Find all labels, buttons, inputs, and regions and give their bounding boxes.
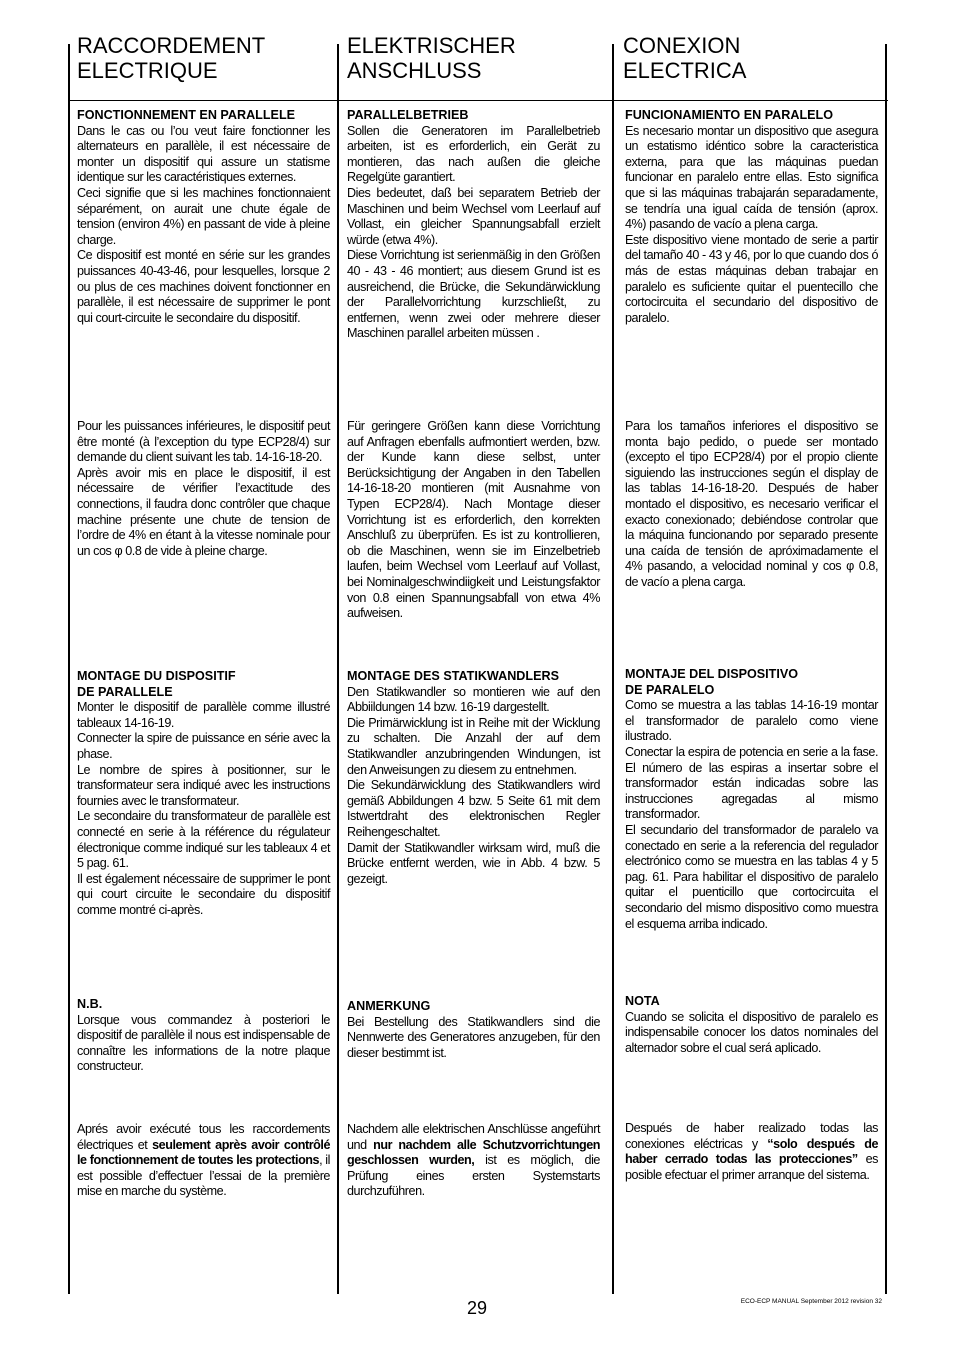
section-first-start <box>625 1121 878 1183</box>
paragraph: Connecter la spire de puissance en série avec la phase. <box>77 731 330 761</box>
paragraph: Bei Bestellung des Statikwandlers sind die Nennwerte des Generatores anzugeben, für den dieser bestimmt ist. <box>347 1014 600 1060</box>
paragraph: El secundario del transformador de paralelo va conectado en serie a la referencia del regulador electrónico como se muestra en las tablas 4 y 5 pag. 61. Para habilitar el dispositivo de paralelo quitar el puenticillo que cortocircuita el secondario del mismo dispositivo como muestra el esquema arriba indicado. <box>625 822 878 931</box>
paragraph: Conectar la espira de potencia en serie a la fase. El número de las espiras a insertar sobre el transformador están indicadas sobre las instrucciones agregadas al mismo transformador. <box>625 744 878 822</box>
header-es: CONEXION ELECTRICA <box>623 33 747 83</box>
section-title: MONTAGE DES STATIKWANDLERS <box>347 669 559 683</box>
paragraph: Die Sekundärwicklung des Statikwandlers wird gemäß Abbildungen 4 bzw. 5 Seite 61 mit dem Istwertdraht des elektronischen Regler Reihengeschaltet. <box>347 778 600 839</box>
section-title: NOTA <box>625 994 660 1008</box>
paragraph: Diese Vorrichtung ist serienmäßig in den Größen 40 - 43 - 46 montiert; aus diesem Grund ist es ausreichend, die Brücke, die Sekundärwicklung der Parallelvorrichtung kurzschließt, zu entfernen, wenn zwei oder mehrere dieser Maschinen parallel arbeiten müssen . <box>347 248 600 341</box>
header-rule <box>68 100 888 101</box>
section-lower-powers <box>625 419 878 591</box>
header-fr: RACCORDEMENT ELECTRIQUE <box>77 33 266 83</box>
section-title: FONCTIONNEMENT EN PARALLELE <box>77 108 296 122</box>
paragraph: Ceci signifie que si les machines fonctionnaient séparément, on aurait une chute égale de tension (environ 4%) en passant de vide à pleine charge. <box>77 185 330 247</box>
section-title: PARALLELBETRIEB <box>347 108 469 122</box>
paragraph: Cuando se solicita el dispositivo de paralelo es indispensabile conocer los datos nominales del alternador sobre el cual será aplicado. <box>625 1009 878 1055</box>
paragraph: Monter le dispositif de parallèle comme illustré tableaux 14-16-19. <box>77 700 330 730</box>
section-device-mounting <box>625 667 878 932</box>
paragraph: Aprés avoir exécuté tous les raccordements électriques et seulement après avoir contrôlé le fonctionnement de toutes les protections, il est possible d’effectuer l’essai de la première mise en marche du système. <box>77 1122 330 1199</box>
paragraph: Lorsque vous commandez à posteriori le dispositif de parallèle il nous est indispensable de connaître les informations de la notre plaque constructeur. <box>77 1012 330 1074</box>
section-title: MONTAJE DEL DISPOSITIVO DE PARALELO <box>625 667 799 697</box>
paragraph: Como se muestra a las tablas 14-16-19 montar el transformador de paralelo como viene ilustrado. <box>625 698 878 744</box>
paragraph: Damit der Statikwandler wirksam wird, muß die Brücke entfernt werden, wie in Abb. 4 bzw. 5 gezeigt. <box>347 840 600 886</box>
paragraph: Sollen die Generatoren im Parallelbetrieb arbeiten, ist es erforderlich, ein Gerät zu montieren, das nach außen die gleiche Regelgüte garantiert. <box>347 123 600 185</box>
section-parallel-operation <box>77 108 330 326</box>
paragraph: Für geringere Größen kann diese Vorrichtung auf Anfragen ebenfalls aufmontiert werden, bzw. der Kunde kann diese selbst, unter Berücksichtigung der Angaben in den Tabellen 14-16-18-20 montieren (mit Ausnahme von Typen ECP28/4). Nach Montage dieser Vorrichtung ist es erforderlich, den korrekten Anschluß zu überprüfen. Es ist zu kontrollieren, ob die Maschinen, wenn sie im Einzelbetrieb laufen, beim Wechsel vom Leerlauf auf Vollast, bei Nominalgeschwindiigkeit und Leistungsfaktor von 0.8 einen Spannungsabfall von etwa 4% aufweisen. <box>347 419 600 621</box>
section-note <box>347 999 600 1061</box>
section-parallel-operation <box>625 108 878 326</box>
paragraph: Dans le cas ou l’ou veut faire fonctionner les alternateurs en parallèle, il est nécessaire de monter un dispositif qui assure un statisme identique sur les caractéristiques externes. <box>77 123 330 185</box>
section-note <box>625 994 878 1056</box>
paragraph: Il est également nécessaire de supprimer le pont qui court circuite le secondaire du dispositif comme montré ci-après. <box>77 871 330 917</box>
manual-footer: ECO-ECP MANUAL September 2012 revision 32 <box>740 1298 882 1305</box>
paragraph: Après avoir mis en place le dispositif, il est nécessaire de vérifier l’exactitude des connections, il faudra donc contrôler que chaque machine présente une chute de tension de l’ordre de 4% en étant à la vitesse nominale pour un cos φ 0.8 de vide à pleine charge. <box>77 465 330 558</box>
section-first-start <box>347 1122 600 1200</box>
section-device-mounting <box>77 669 330 919</box>
section-title: MONTAGE DU DISPOSITIF DE PARALLELE <box>77 669 236 699</box>
section-title: ANMERKUNG <box>347 999 431 1013</box>
paragraph: Dies bedeutet, daß bei separatem Betrieb der Maschinen und beim Wechsel vom Leerlauf auf Vollast, ein gleicher Spannungsabfall erzielt würde (etwa 4%). <box>347 185 600 247</box>
paragraph: Le secondaire du transformateur de parallèle est connecté en serie à la référence du régulateur électronique comme indiqué sur les tableaux 4 et 5 pag. 61. <box>77 809 330 871</box>
column-divider-right <box>885 44 887 1294</box>
column-divider-2 <box>612 44 614 1294</box>
column-divider-1 <box>337 44 339 1294</box>
section-parallel-operation <box>347 108 600 342</box>
paragraph: Den Statikwandler so montieren wie auf den Abbiildungen 14 bzw. 16-19 dargestellt. <box>347 684 600 715</box>
paragraph: Este dispositivo viene montado de serie a partir del tamaño 40 - 43 y 46, por lo que cuando dos ó más de estas máquinas deban trabajar en paralelo es suficiente quitar el puentecillo che cortocircuita el secundario del dispositivo de paralelo. <box>625 232 878 325</box>
paragraph: Después de haber realizado todas las conexiones eléctricas y “solo después de haber cerrado todas las protecciones” es posible efectuar el primer arranque del sistema. <box>625 1121 878 1182</box>
section-first-start <box>77 1122 330 1200</box>
paragraph: Es necesario montar un dispositivo que asegura un estatismo idéntico sobre la caracteristica externa, para que las máquinas puedan funcionar en paralelo entre ellas. Esto significa que si las máquinas trabajarán separadamente, se tendría una igual caída de tensión (aprox. 4%) pasando de vacío a plena carga. <box>625 123 878 232</box>
section-title: FUNCIONAMIENTO EN PARALELO <box>625 108 834 122</box>
paragraph: Le nombre de spires à positionner, sur le transformateur sera indiqué avec les instructions fournies avec le transformateur. <box>77 762 330 808</box>
section-lower-powers <box>347 419 600 622</box>
header-de: ELEKTRISCHER ANSCHLUSS <box>347 33 516 83</box>
section-device-mounting <box>347 669 600 887</box>
section-lower-powers <box>77 419 330 559</box>
section-title: N.B. <box>77 997 103 1011</box>
paragraph: Ce dispositif est monté en série sur les grandes puissances 40-43-46, pour lesquelles, lorsque 2 ou plus de ces machines doivent fonctionner en parallèle, il est nécessaire de supprimer le pont qui court-circuite le secondaire du dispositif. <box>77 248 330 325</box>
column-divider-left <box>68 44 70 1294</box>
section-note <box>77 997 330 1075</box>
paragraph: Para los tamaños inferiores el dispositivo se monta bajo pedido, o puede ser montado (excepto el tipo ECP28/4) por el propio cliente siguiendo las instrucciones según el display de las tablas 14-16-18-20. Después de haber montado el dispositivo, es necesario verificar el exacto conexionado; debiéndose controlar que la máquina funcionando por separado presente una caída de tensión de apróximadamente el 4% pasando, a velocidad nominal y cos φ 0.8, de vacío a plena carga. <box>625 419 878 589</box>
page-number: 29 <box>466 1298 488 1318</box>
paragraph: Pour les puissances inférieures, le dispositif peut être monté (à l’exception du type ECP28/4) sur demande du client suivant les tab. 14-16-18-20. <box>77 419 330 465</box>
paragraph: Nachdem alle elektrischen Anschlüsse angeführt und nur nachdem alle Schutzvorrichtungen geschlossen wurden, ist es möglich, die Prüfung eines ersten Systemstarts durchzuführen. <box>347 1122 600 1199</box>
paragraph: Die Primärwicklung ist in Reihe mit der Wicklung zu schalten. Die Anzahl der auf dem Statikwandler anzubringenden Windungen, ist den Anweisungen zu diesem zu entnehmen. <box>347 715 600 777</box>
